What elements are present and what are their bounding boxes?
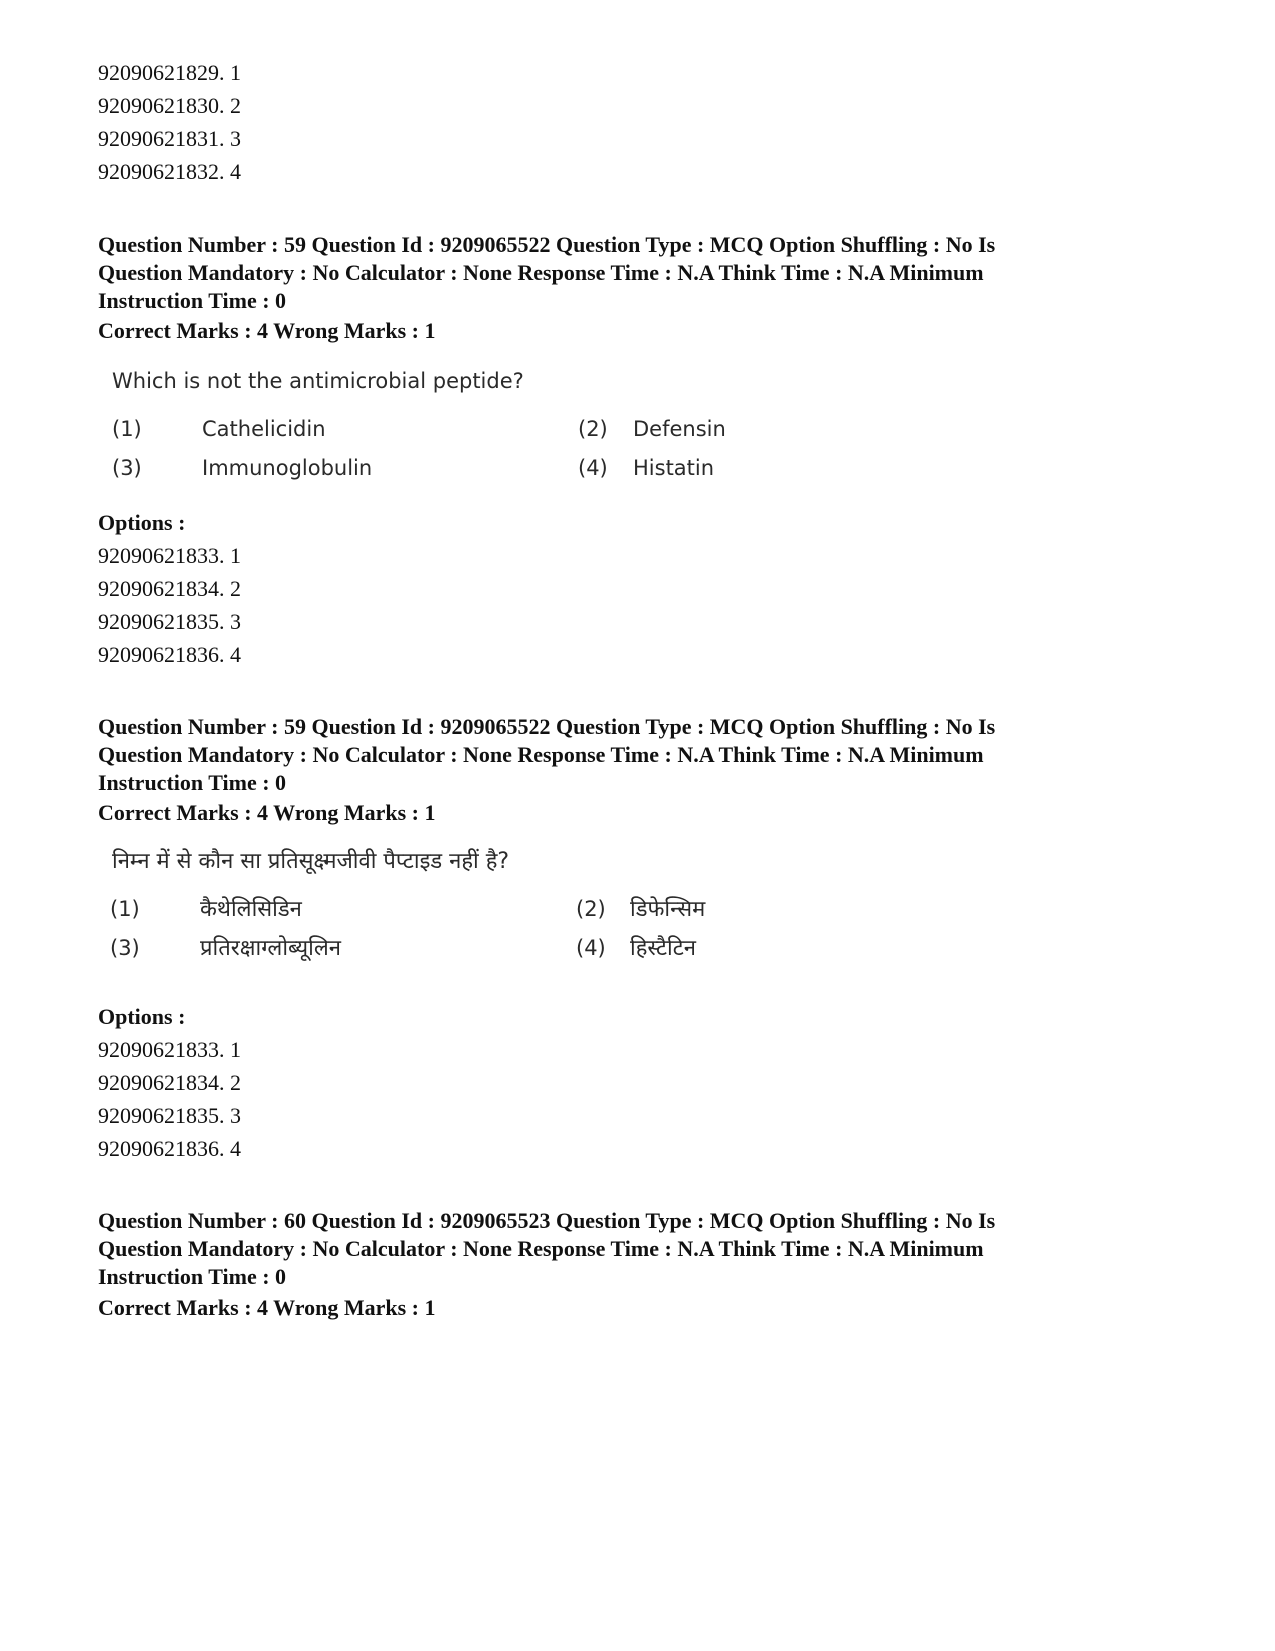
question-header: [98, 713, 1178, 797]
option-line: 92090621831. 3: [98, 126, 241, 151]
choice-number: (1): [110, 897, 140, 921]
choice-number: (2): [578, 417, 608, 441]
choice-number: (3): [110, 936, 140, 960]
question-image: [110, 845, 810, 965]
choice-text: प्रतिरक्षाग्लोब्यूलिन: [200, 936, 341, 961]
question-header-line: Question Number : 59 Question Id : 9209065522 Question Type : MCQ Option Shuffling : No Is: [98, 232, 996, 257]
question-header-line: Question Number : 60 Question Id : 9209065523 Question Type : MCQ Option Shuffling : No Is: [98, 1208, 996, 1233]
question-header-line: Question Number : 59 Question Id : 9209065522 Question Type : MCQ Option Shuffling : No Is: [98, 714, 996, 739]
option-line: 92090621836. 4: [98, 642, 241, 667]
option-line: 92090621834. 2: [98, 1070, 241, 1095]
option-line: 92090621833. 1: [98, 543, 241, 568]
option-line: 92090621833. 1: [98, 1037, 241, 1062]
choice-number: (4): [576, 936, 606, 960]
choice-text: कैथेलिसिडिन: [200, 897, 302, 922]
choice-text: Histatin: [633, 456, 715, 480]
choice-text: Defensin: [633, 417, 726, 441]
choice-text: डिफेन्सिम: [630, 897, 706, 922]
question-header-line: Instruction Time : 0: [98, 1264, 287, 1289]
question-stem: Which is not the antimicrobial peptide?: [112, 369, 524, 393]
question-header-line: Instruction Time : 0: [98, 770, 287, 795]
question-header-line: Question Mandatory : No Calculator : None Response Time : N.A Think Time : N.A Minimum: [98, 742, 984, 767]
choice-number: (3): [112, 456, 142, 480]
question-header-line: Question Mandatory : No Calculator : None Response Time : N.A Think Time : N.A Minimum: [98, 1236, 984, 1261]
option-line: 92090621835. 3: [98, 1103, 241, 1128]
option-line: 92090621835. 3: [98, 609, 241, 634]
choice-text: Cathelicidin: [202, 417, 326, 441]
question-header: [98, 1207, 1178, 1291]
question-image: [110, 369, 810, 489]
choice-text: हिस्टैटिन: [630, 936, 697, 961]
options-label: Options :: [98, 1004, 186, 1029]
question-header-line: Instruction Time : 0: [98, 288, 287, 313]
question-header-line: Question Mandatory : No Calculator : None Response Time : N.A Think Time : N.A Minimum: [98, 260, 984, 285]
choice-number: (2): [576, 897, 606, 921]
option-line: 92090621836. 4: [98, 1136, 241, 1161]
question-header: [98, 231, 1178, 315]
option-line: 92090621829. 1: [98, 60, 241, 85]
options-label: Options :: [98, 510, 186, 535]
option-line: 92090621834. 2: [98, 576, 241, 601]
choice-number: (1): [112, 417, 142, 441]
option-line: 92090621830. 2: [98, 93, 241, 118]
marks-line: Correct Marks : 4 Wrong Marks : 1: [98, 318, 436, 343]
marks-line: Correct Marks : 4 Wrong Marks : 1: [98, 800, 436, 825]
choice-number: (4): [578, 456, 608, 480]
question-stem: निम्न में से कौन सा प्रतिसूक्ष्मजीवी पैप्टाइड नहीं है?: [112, 849, 510, 874]
marks-line: Correct Marks : 4 Wrong Marks : 1: [98, 1295, 436, 1320]
choice-text: Immunoglobulin: [202, 456, 373, 480]
option-line: 92090621832. 4: [98, 159, 241, 184]
